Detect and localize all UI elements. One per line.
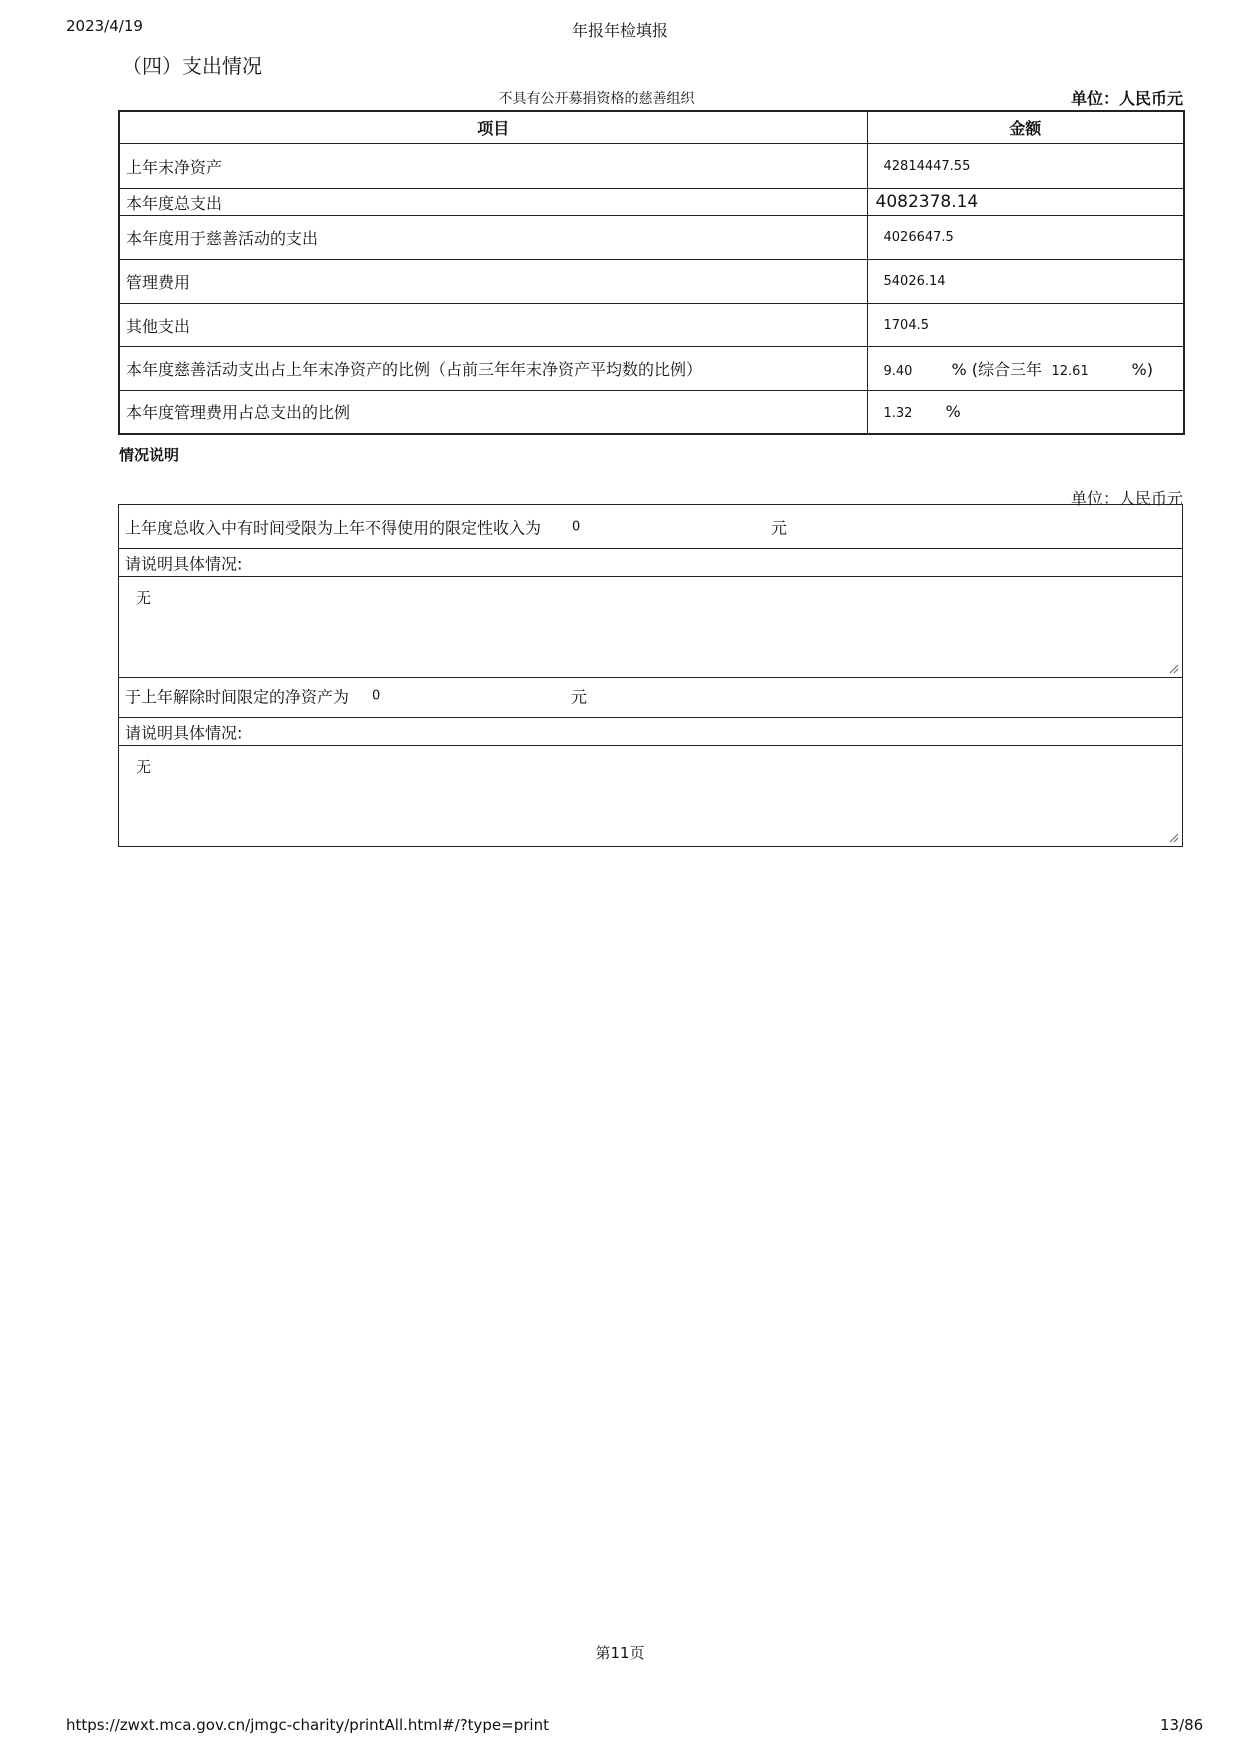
column-header-amount: 金额 [867, 111, 1184, 144]
released-assets-value[interactable]: 0 [372, 688, 381, 703]
table-row [119, 304, 1184, 347]
detail-text: 无 [136, 758, 152, 776]
ratio-row [119, 347, 1184, 391]
page-header-title: 年报年检填报 [571, 21, 668, 40]
print-date: 2023/4/19 [66, 17, 143, 35]
ratio-value-3yr: 12.61 [1051, 364, 1089, 379]
table-unit: 单位：人民币元 [1070, 89, 1183, 108]
mgmt-ratio-unit: % [945, 402, 961, 422]
released-assets-box [118, 674, 1183, 847]
mgmt-ratio-row [119, 391, 1184, 434]
ratio-end-text: %) [1131, 360, 1153, 379]
ratio-value: 9.40 [883, 364, 913, 379]
restricted-income-value[interactable]: 0 [572, 519, 581, 534]
restricted-income-unit: 元 [771, 518, 788, 537]
detail-text: 无 [136, 589, 152, 607]
row-amount: 4082378.14 [867, 189, 1184, 216]
explanation-title: 情况说明 [119, 446, 180, 464]
column-header-item: 项目 [119, 111, 867, 144]
table-header-row [119, 111, 1184, 144]
source-url: https://zwxt.mca.gov.cn/jmgc-charity/printAll.html#/?type=print [66, 1716, 549, 1734]
row-amount: 1704.5 [867, 304, 1184, 347]
restricted-income-row [119, 505, 1182, 549]
detail-label-row [119, 718, 1182, 746]
mgmt-ratio-label: 本年度管理费用占总支出的比例 [119, 391, 867, 434]
resize-handle-icon[interactable] [1169, 664, 1179, 674]
released-assets-unit: 元 [571, 687, 588, 706]
released-assets-label: 于上年解除时间限定的净资产为 [125, 687, 350, 706]
released-assets-row [119, 674, 1182, 718]
table-row [119, 260, 1184, 304]
detail-textarea[interactable] [119, 746, 1182, 846]
ratio-label: 本年度慈善活动支出占上年末净资产的比例（占前三年年末净资产平均数的比例） [119, 347, 867, 391]
detail-label: 请说明具体情况: [125, 554, 243, 573]
detail-label-row [119, 549, 1182, 577]
row-amount: 4026647.5 [867, 216, 1184, 260]
table-row [119, 144, 1184, 189]
page-count: 13/86 [1160, 1716, 1204, 1734]
row-label: 其他支出 [119, 304, 867, 347]
mgmt-ratio-cell [867, 391, 1184, 434]
row-label: 本年度总支出 [119, 189, 867, 216]
section-title: （四）支出情况 [122, 54, 262, 78]
row-label: 本年度用于慈善活动的支出 [119, 216, 867, 260]
page-number-label: 第11页 [595, 1644, 645, 1662]
row-label: 上年末净资产 [119, 144, 867, 189]
detail-textarea[interactable] [119, 577, 1182, 677]
explanation-unit: 单位：人民币元 [1070, 489, 1183, 508]
resize-handle-icon[interactable] [1169, 833, 1179, 843]
table-row [119, 189, 1184, 216]
restricted-income-label: 上年度总收入中有时间受限为上年不得使用的限定性收入为 [125, 518, 542, 537]
ratio-mid-text: % (综合三年 [951, 360, 1043, 379]
row-amount: 54026.14 [867, 260, 1184, 304]
ratio-cell [867, 347, 1184, 391]
row-amount: 42814447.55 [867, 144, 1184, 189]
row-label: 管理费用 [119, 260, 867, 304]
restricted-income-box [118, 504, 1183, 678]
detail-label: 请说明具体情况: [125, 723, 243, 742]
mgmt-ratio-value: 1.32 [883, 406, 913, 422]
expense-table [118, 110, 1185, 435]
table-row [119, 216, 1184, 260]
table-caption: 不具有公开募捐资格的慈善组织 [498, 91, 695, 107]
